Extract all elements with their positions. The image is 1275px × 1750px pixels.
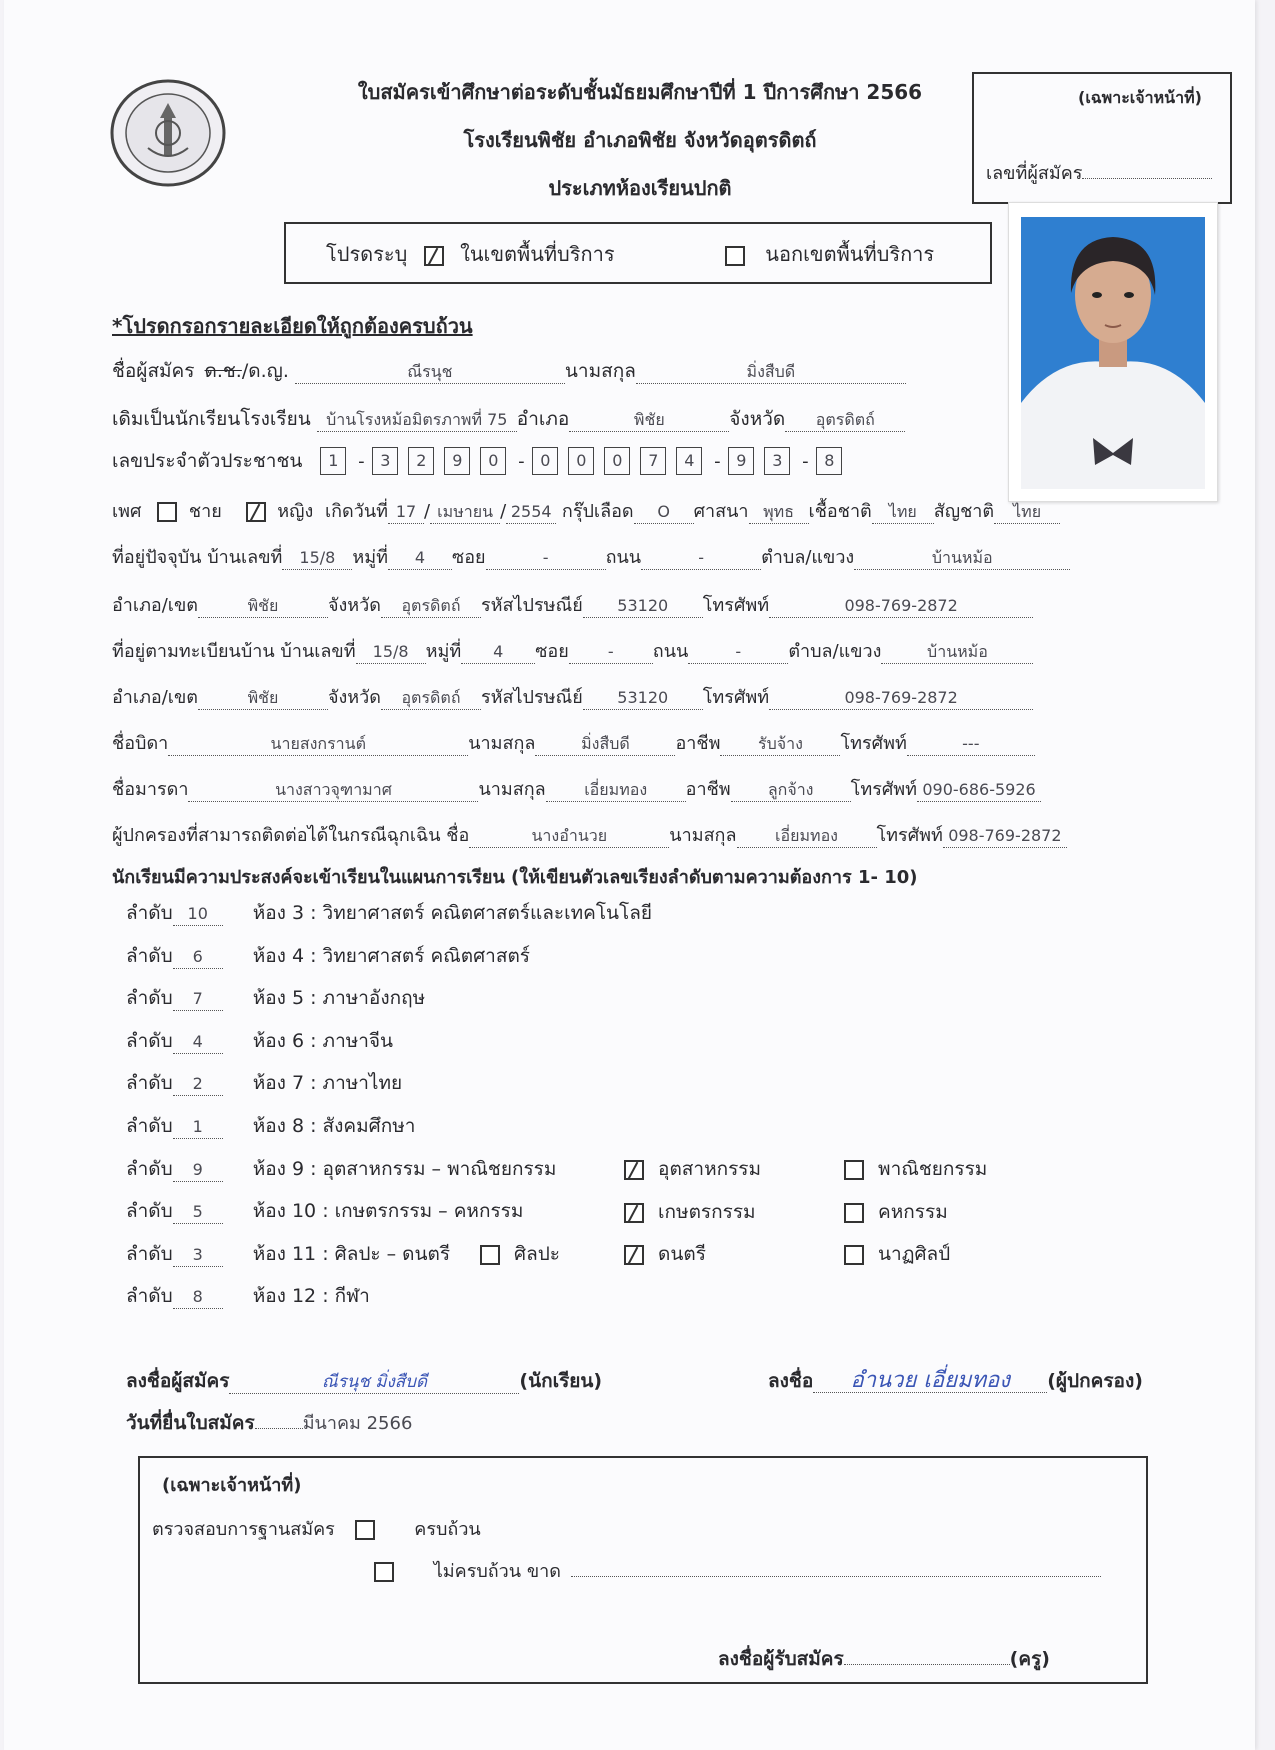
incomplete-checkbox[interactable]	[374, 1562, 394, 1582]
registered-zip-label: รหัสไปรษณีย์	[480, 687, 583, 708]
mother-job-label: อาชีพ	[685, 779, 731, 800]
out-area-checkbox[interactable]	[725, 246, 745, 266]
female-label: หญิง	[277, 501, 314, 522]
personal-row: เพศ ชาย หญิง เกิดวันที่ 17 / เมษายน / 2554 กรุ๊ปเลือด O ศาสนา พุทธ เชื้อชาติ ไทย สัญชาติ ไทย	[112, 496, 1060, 525]
plan-room-label: ห้อง 5 : ภาษาอังกฤษ	[252, 987, 426, 1010]
applicant-number-label: เลขที่ผู้สมัคร	[986, 163, 1083, 184]
registered-address-row2	[112, 682, 1033, 711]
guardian-signature-field[interactable]: อำนวย เอี่ยมทอง	[813, 1372, 1047, 1393]
name-label: ชื่อผู้สมัคร	[112, 360, 195, 382]
plan11-art-option	[480, 1239, 560, 1269]
form-title: ใบสมัครเข้าศึกษาต่อระดับชั้นมัธยมศึกษาปีที่ 1 ปีการศึกษา 2566	[357, 80, 923, 104]
mother-row	[112, 774, 1041, 803]
plan-order-label: ลำดับ	[126, 1242, 173, 1265]
race-field[interactable]: ไทย	[872, 503, 934, 524]
submit-date-value: มีนาคม 2566	[302, 1413, 413, 1434]
current-province-label: จังหวัด	[327, 595, 381, 616]
father-job-label: อาชีพ	[675, 733, 721, 754]
plan-room-label: ห้อง 7 : ภาษาไทย	[252, 1072, 403, 1095]
plan-row	[126, 983, 726, 1026]
out-area-label: นอกเขตพื้นที่บริการ	[765, 242, 935, 266]
id-digit-box: 0	[604, 447, 630, 475]
guardian-signature-label: ลงชื่อ	[768, 1370, 814, 1392]
id-digit-box: 3	[372, 447, 398, 475]
plan-rank-field[interactable]: 2	[173, 1075, 223, 1096]
complete-checkbox[interactable]	[355, 1520, 375, 1540]
prev-school-label: เดิมเป็นนักเรียนโรงเรียน	[112, 408, 311, 430]
plan-room-label: ห้อง 3 : วิทยาศาสตร์ คณิตศาสตร์และเทคโนโลยี	[252, 902, 652, 924]
registered-district-label: อำเภอ/เขต	[112, 687, 198, 708]
male-checkbox[interactable]	[157, 502, 177, 522]
plan10-agri-label: เกษตรกรรม	[658, 1201, 756, 1223]
plan-room-label: ห้อง 4 : วิทยาศาสตร์ คณิตศาสตร์	[252, 944, 530, 967]
registered-subdistrict-field[interactable]: บ้านหม้อ	[881, 643, 1033, 664]
blood-field[interactable]: O	[634, 503, 694, 524]
id-digit-box: 9	[444, 447, 470, 475]
submit-date-row	[126, 1408, 412, 1438]
plan10-home-option	[844, 1197, 948, 1227]
plan-order-label: ลำดับ	[126, 902, 173, 924]
guardian-phone-field[interactable]: 098-769-2872	[943, 827, 1067, 848]
plan11-music-label: ดนตรี	[658, 1243, 706, 1265]
incomplete-row	[374, 1556, 1101, 1585]
plan11-dance-option	[844, 1239, 950, 1269]
plan-room-label: ห้อง 11 : ศิลปะ – ดนตรี	[252, 1242, 451, 1265]
plan-order-label: ลำดับ	[126, 944, 173, 967]
guardian-label: ผู้ปกครองที่สามารถติดต่อได้ในกรณีฉุกเฉิน ชื่อ	[112, 825, 470, 846]
receiver-suffix: (ครู)	[1009, 1648, 1050, 1670]
mother-label: ชื่อมารดา	[112, 779, 189, 800]
guardian-surname-field[interactable]: เอี่ยมทอง	[737, 827, 877, 848]
title-struck: ด.ช.	[204, 360, 242, 382]
prev-province-field[interactable]: อุตรดิตถ์	[785, 411, 905, 432]
birth-day-field[interactable]: 17	[388, 503, 424, 524]
plan-row	[126, 1026, 726, 1069]
current-road-label: ถนน	[605, 547, 642, 568]
plan-order-label: ลำดับ	[126, 1029, 173, 1052]
surname-label: นามสกุล	[564, 360, 636, 382]
guardian-signature-row	[768, 1366, 1143, 1396]
registered-road-label: ถนน	[652, 641, 689, 662]
submit-day-field[interactable]	[255, 1408, 303, 1429]
father-surname-field[interactable]: มิ่งสืบดี	[535, 735, 675, 756]
mother-surname-field[interactable]: เอี่ยมทอง	[546, 781, 686, 802]
plan9-commerce-label: พาณิชยกรรม	[878, 1158, 988, 1180]
religion-label: ศาสนา	[693, 501, 749, 522]
prev-school-row	[112, 404, 905, 434]
guardian-suffix: (ผู้ปกครอง)	[1047, 1370, 1143, 1392]
plan11-dance-label: นาฏศิลป์	[878, 1243, 951, 1265]
plan-rank-field[interactable]: 10	[173, 905, 223, 926]
guardian-phone-label: โทรศัพท์	[876, 825, 943, 846]
applicant-photo	[1008, 202, 1218, 502]
current-phone-label: โทรศัพท์	[702, 595, 770, 616]
id-label: เลขประจำตัวประชาชน	[112, 450, 303, 472]
plan-rank-field[interactable]: 9	[173, 1161, 223, 1182]
in-area-checkbox[interactable]	[424, 246, 444, 266]
id-row	[112, 446, 852, 476]
current-moo-label: หมู่ที่	[352, 547, 388, 568]
plan11-dance-checkbox[interactable]	[844, 1245, 864, 1265]
birth-label: เกิดวันที่	[325, 501, 389, 522]
plan9-industry-label: อุตสาหกรรม	[658, 1158, 762, 1180]
current-house-field[interactable]: 15/8	[282, 549, 352, 570]
father-row	[112, 728, 1035, 757]
plan10-options	[624, 1197, 756, 1227]
plans-heading: นักเรียนมีความประสงค์จะเข้าเรียนในแผนการเรียน (ให้เขียนตัวเลขเรียงลำดับตามความต้องการ 1- 10)	[112, 867, 918, 888]
race-label: เชื้อชาติ	[808, 501, 872, 522]
plan-order-label: ลำดับ	[126, 1157, 173, 1180]
father-phone-field[interactable]: ---	[907, 735, 1035, 756]
plan-room-label: ห้อง 8 : สังคมศึกษา	[252, 1114, 416, 1137]
instruction-text: *โปรดกรอกรายละเอียดให้ถูกต้องครบถ้วน	[112, 314, 473, 338]
guardian-row	[112, 820, 1067, 849]
title-selected: /ด.ญ.	[241, 360, 289, 382]
surname-field[interactable]: มิ่งสืบดี	[636, 363, 906, 384]
registered-district-field[interactable]: พิชัย	[198, 689, 328, 710]
id-digit-box: 4	[676, 447, 702, 475]
plan-room-label: ห้อง 10 : เกษตรกรรม – คหกรรม	[252, 1200, 524, 1223]
current-district-field[interactable]: พิชัย	[198, 597, 328, 618]
registered-zip-field[interactable]: 53120	[583, 689, 703, 710]
plan-rank-field[interactable]: 3	[173, 1246, 223, 1267]
id-digit-box: 3	[764, 447, 790, 475]
prev-province-label: จังหวัด	[729, 408, 786, 430]
plan-row	[126, 941, 726, 984]
registered-province-label: จังหวัด	[327, 687, 381, 708]
registered-address-label: ที่อยู่ตามทะเบียนบ้าน บ้านเลขที่	[112, 641, 356, 662]
prev-district-label: อำเภอ	[516, 408, 570, 430]
school-name: โรงเรียนพิชัย อำเภอพิชัย จังหวัดอุตรดิตถ์	[463, 128, 817, 152]
mother-phone-label: โทรศัพท์	[850, 779, 918, 800]
id-boxes[interactable]	[320, 450, 852, 472]
office-footer-label: (เฉพาะเจ้าหน้าที่)	[162, 1475, 302, 1496]
mother-job-field[interactable]: ลูกจ้าง	[731, 781, 851, 802]
female-checkbox[interactable]	[246, 502, 266, 522]
guardian-surname-label: นามสกุล	[669, 825, 737, 846]
registered-soi-label: ซอย	[535, 641, 569, 662]
guardian-name-field[interactable]: นางอำนวย	[469, 827, 669, 848]
current-zip-label: รหัสไปรษณีย์	[480, 595, 583, 616]
id-digit-box: 2	[408, 447, 434, 475]
current-subdistrict-field[interactable]: บ้านหม้อ	[854, 549, 1070, 570]
father-phone-label: โทรศัพท์	[840, 733, 907, 754]
plan-rank-field[interactable]: 8	[173, 1288, 223, 1309]
applicant-signature-label: ลงชื่อผู้สมัคร	[126, 1370, 230, 1392]
area-select-label: โปรดระบุ	[326, 242, 408, 266]
father-job-field[interactable]: รับจ้าง	[720, 735, 840, 756]
father-surname-label: นามสกุล	[468, 733, 536, 754]
receiver-signature-field[interactable]	[844, 1644, 1010, 1665]
plan-row	[126, 1281, 726, 1324]
plan9-commerce-checkbox[interactable]	[844, 1160, 864, 1180]
plan10-agri-checkbox[interactable]	[624, 1203, 644, 1223]
plan9-industry-checkbox[interactable]	[624, 1160, 644, 1180]
incomplete-label: ไม่ครบถ้วน ขาด	[433, 1561, 561, 1582]
complete-label: ครบถ้วน	[414, 1519, 481, 1540]
current-soi-label: ซอย	[452, 547, 486, 568]
id-separator: -	[714, 450, 721, 472]
male-label: ชาย	[188, 501, 222, 522]
current-road-field[interactable]: -	[641, 549, 761, 570]
plan-rank-field[interactable]: 1	[173, 1118, 223, 1139]
current-province-field[interactable]: อุตรดิตถ์	[381, 597, 481, 618]
sex-label: เพศ	[112, 501, 142, 522]
plan-order-label: ลำดับ	[126, 1114, 173, 1137]
birth-year-field[interactable]: 2554	[506, 503, 556, 524]
father-name-field[interactable]: นายสงกรานต์	[168, 735, 468, 756]
id-digit-box: 7	[640, 447, 666, 475]
plan11-art-checkbox[interactable]	[480, 1245, 500, 1265]
nationality-field[interactable]: ไทย	[994, 503, 1060, 524]
current-subdistrict-label: ตำบล/แขวง	[761, 547, 855, 568]
registered-phone-field[interactable]: 098-769-2872	[769, 689, 1033, 710]
registered-house-field[interactable]: 15/8	[356, 643, 426, 664]
current-address-row2	[112, 590, 1033, 619]
mother-surname-label: นามสกุล	[478, 779, 546, 800]
area-select-row	[326, 238, 934, 270]
receiver-label: ลงชื่อผู้รับสมัคร	[718, 1648, 844, 1670]
plan11-music-checkbox[interactable]	[624, 1245, 644, 1265]
applicant-signature-row	[126, 1366, 602, 1396]
plan-rank-field[interactable]: 7	[173, 990, 223, 1011]
plan-row	[126, 898, 726, 941]
registered-moo-field[interactable]: 4	[461, 643, 535, 664]
registered-phone-label: โทรศัพท์	[702, 687, 770, 708]
id-separator: -	[358, 450, 365, 472]
school-logo	[108, 78, 228, 188]
current-address-label: ที่อยู่ปัจจุบัน บ้านเลขที่	[112, 547, 283, 568]
current-phone-field[interactable]: 098-769-2872	[769, 597, 1033, 618]
id-digit-box: 0	[568, 447, 594, 475]
student-suffix: (นักเรียน)	[519, 1370, 603, 1392]
plan-row	[126, 1068, 726, 1111]
plan10-home-checkbox[interactable]	[844, 1203, 864, 1223]
id-digit-box: 0	[532, 447, 558, 475]
first-name-field[interactable]: ณีรนุช	[295, 363, 565, 384]
plan-order-label: ลำดับ	[126, 1285, 173, 1308]
registered-soi-field[interactable]: -	[569, 643, 653, 664]
current-zip-field[interactable]: 53120	[583, 597, 703, 618]
missing-items-field[interactable]	[571, 1556, 1101, 1577]
check-row	[152, 1514, 481, 1543]
current-district-label: อำเภอ/เขต	[112, 595, 198, 616]
receiver-row	[718, 1644, 1050, 1674]
plan11-art-label: ศิลปะ	[514, 1243, 561, 1265]
in-area-label: ในเขตพื้นที่บริการ	[460, 242, 615, 266]
registered-address-row1	[112, 636, 1033, 665]
registered-moo-label: หมู่ที่	[425, 641, 462, 662]
nationality-label: สัญชาติ	[933, 501, 995, 522]
id-digit-box: 9	[728, 447, 754, 475]
plan-rank-field[interactable]: 6	[173, 948, 223, 969]
plan-room-label: ห้อง 9 : อุตสาหกรรม – พาณิชยกรรม	[252, 1157, 557, 1180]
current-moo-field[interactable]: 4	[388, 549, 452, 570]
mother-phone-field[interactable]: 090-686-5926	[917, 781, 1041, 802]
submit-date-label: วันที่ยื่นใบสมัคร	[126, 1412, 255, 1434]
plan11-options	[624, 1239, 706, 1269]
plan-rank-field[interactable]: 4	[173, 1033, 223, 1054]
plan10-home-label: คหกรรม	[878, 1201, 948, 1223]
registered-road-field[interactable]: -	[688, 643, 788, 664]
plan-rank-field[interactable]: 5	[173, 1203, 223, 1224]
plan-row	[126, 1111, 726, 1154]
id-separator: -	[802, 450, 809, 472]
id-digit-box: 0	[480, 447, 506, 475]
plan-room-label: ห้อง 12 : กีฬา	[252, 1285, 370, 1308]
current-soi-field[interactable]: -	[486, 549, 606, 570]
plan-order-label: ลำดับ	[126, 987, 173, 1010]
prev-school-field[interactable]: บ้านโรงหม้อมิตรภาพที่ 75	[317, 411, 517, 432]
id-digit-box: 1	[320, 447, 346, 475]
plan9-options	[624, 1154, 761, 1184]
blood-label: กรุ๊ปเลือด	[561, 501, 634, 522]
birth-month-field[interactable]: เมษายน	[430, 503, 500, 524]
registered-subdistrict-label: ตำบล/แขวง	[788, 641, 882, 662]
father-label: ชื่อบิดา	[112, 733, 169, 754]
id-separator: -	[518, 450, 525, 472]
plan-order-label: ลำดับ	[126, 1072, 173, 1095]
name-row	[112, 356, 906, 386]
check-label: ตรวจสอบการฐานสมัคร	[152, 1519, 335, 1540]
registered-province-field[interactable]: อุตรดิตถ์	[381, 689, 481, 710]
applicant-number-field[interactable]	[986, 158, 1212, 187]
class-type: ประเภทห้องเรียนปกติ	[548, 176, 732, 200]
mother-name-field[interactable]: นางสาวจุฑามาศ	[188, 781, 478, 802]
current-address-row1	[112, 542, 1070, 571]
applicant-signature-field[interactable]: ณีรนุช มิ่งสืบดี	[229, 1373, 519, 1394]
prev-district-field[interactable]: พิชัย	[569, 411, 729, 432]
office-use-label: (เฉพาะเจ้าหน้าที่)	[1078, 88, 1202, 107]
plan9-commerce-option	[844, 1154, 987, 1184]
id-digit-box: 8	[816, 447, 842, 475]
plan-room-label: ห้อง 6 : ภาษาจีน	[252, 1029, 394, 1052]
religion-field[interactable]: พุทธ	[749, 503, 809, 524]
plan-order-label: ลำดับ	[126, 1200, 173, 1223]
